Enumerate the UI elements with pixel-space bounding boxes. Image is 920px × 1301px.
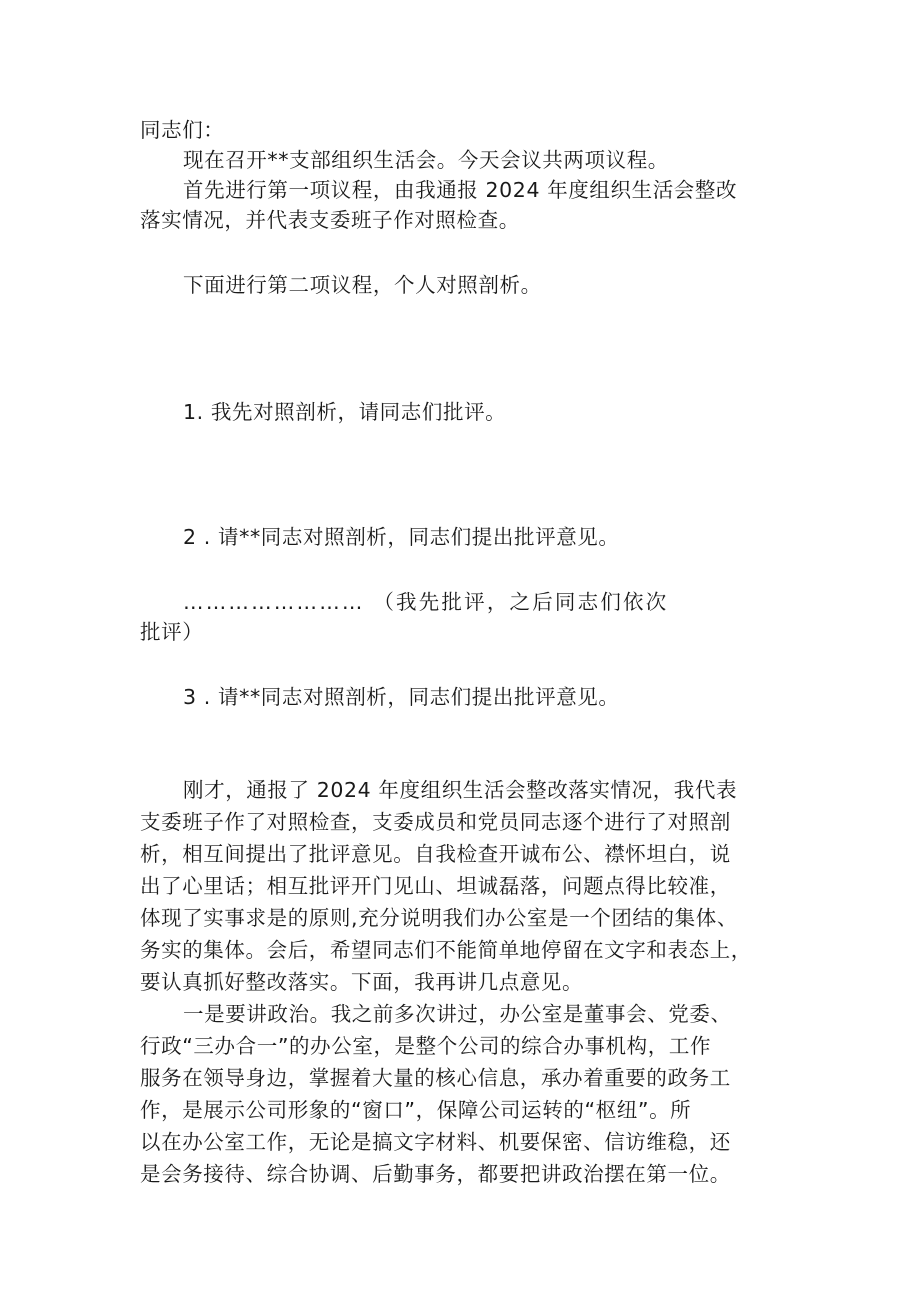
summary-line-4: 出了心里话；相互批评开门见山、坦诚磊落，问题点得比较准，	[140, 874, 731, 898]
summary-line-1: 刚才，通报了 2024 年度组织生活会整改落实情况，我代表	[183, 778, 738, 802]
intro-paragraph-1: 现在召开**支部组织生活会。今天会议共两项议程。	[183, 148, 669, 172]
intro-paragraph-3: 下面进行第二项议程，个人对照剖析。	[183, 273, 542, 297]
agenda-item-2-note-line-1: …………………… （我先批评，之后同志们依次	[183, 590, 669, 614]
summary-line-6: 务实的集体。会后，希望同志们不能简单地停留在文字和表态上，	[140, 938, 752, 962]
agenda-item-2: 2 . 请**同志对照剖析，同志们提出批评意见。	[183, 525, 620, 549]
summary-line-2: 支委班子作了对照检查，支委成员和党员同志逐个进行了对照剖	[140, 810, 731, 834]
point-one-line-1: 一是要讲政治。我之前多次讲过，办公室是董事会、党委、	[183, 1002, 732, 1026]
point-one-line-5: 以在办公室工作，无论是搞文字材料、机要保密、信访维稳，还	[140, 1130, 731, 1154]
point-one-line-2: 行政“三办合一”的办公室，是整个公司的综合办事机构，工作	[140, 1034, 712, 1058]
point-one-line-4: 作，是展示公司形象的“窗口”，保障公司运转的“枢纽”。所	[140, 1098, 692, 1122]
summary-line-5: 体现了实事求是的原则,充分说明我们办公室是一个团结的集体、	[140, 906, 738, 930]
intro-paragraph-2-line-1: 首先进行第一项议程，由我通报 2024 年度组织生活会整改	[183, 178, 738, 202]
summary-line-3: 析，相互间提出了批评意见。自我检查开诚布公、襟怀坦白，说	[140, 842, 731, 866]
summary-line-7: 要认真抓好整改落实。下面，我再讲几点意见。	[140, 970, 584, 994]
point-one-line-6: 是会务接待、综合协调、后勤事务，都要把讲政治摆在第一位。	[140, 1162, 731, 1186]
agenda-item-3: 3 . 请**同志对照剖析，同志们提出批评意见。	[183, 685, 620, 709]
agenda-item-2-note-line-2: 批评）	[140, 620, 204, 644]
intro-paragraph-2-line-2: 落实情况，并代表支委班子作对照检查。	[140, 208, 520, 232]
agenda-item-1: 1. 我先对照剖析，请同志们批评。	[183, 400, 507, 424]
salutation: 同志们：	[140, 118, 225, 142]
point-one-line-3: 服务在领导身边，掌握着大量的核心信息，承办着重要的政务工	[140, 1066, 731, 1090]
